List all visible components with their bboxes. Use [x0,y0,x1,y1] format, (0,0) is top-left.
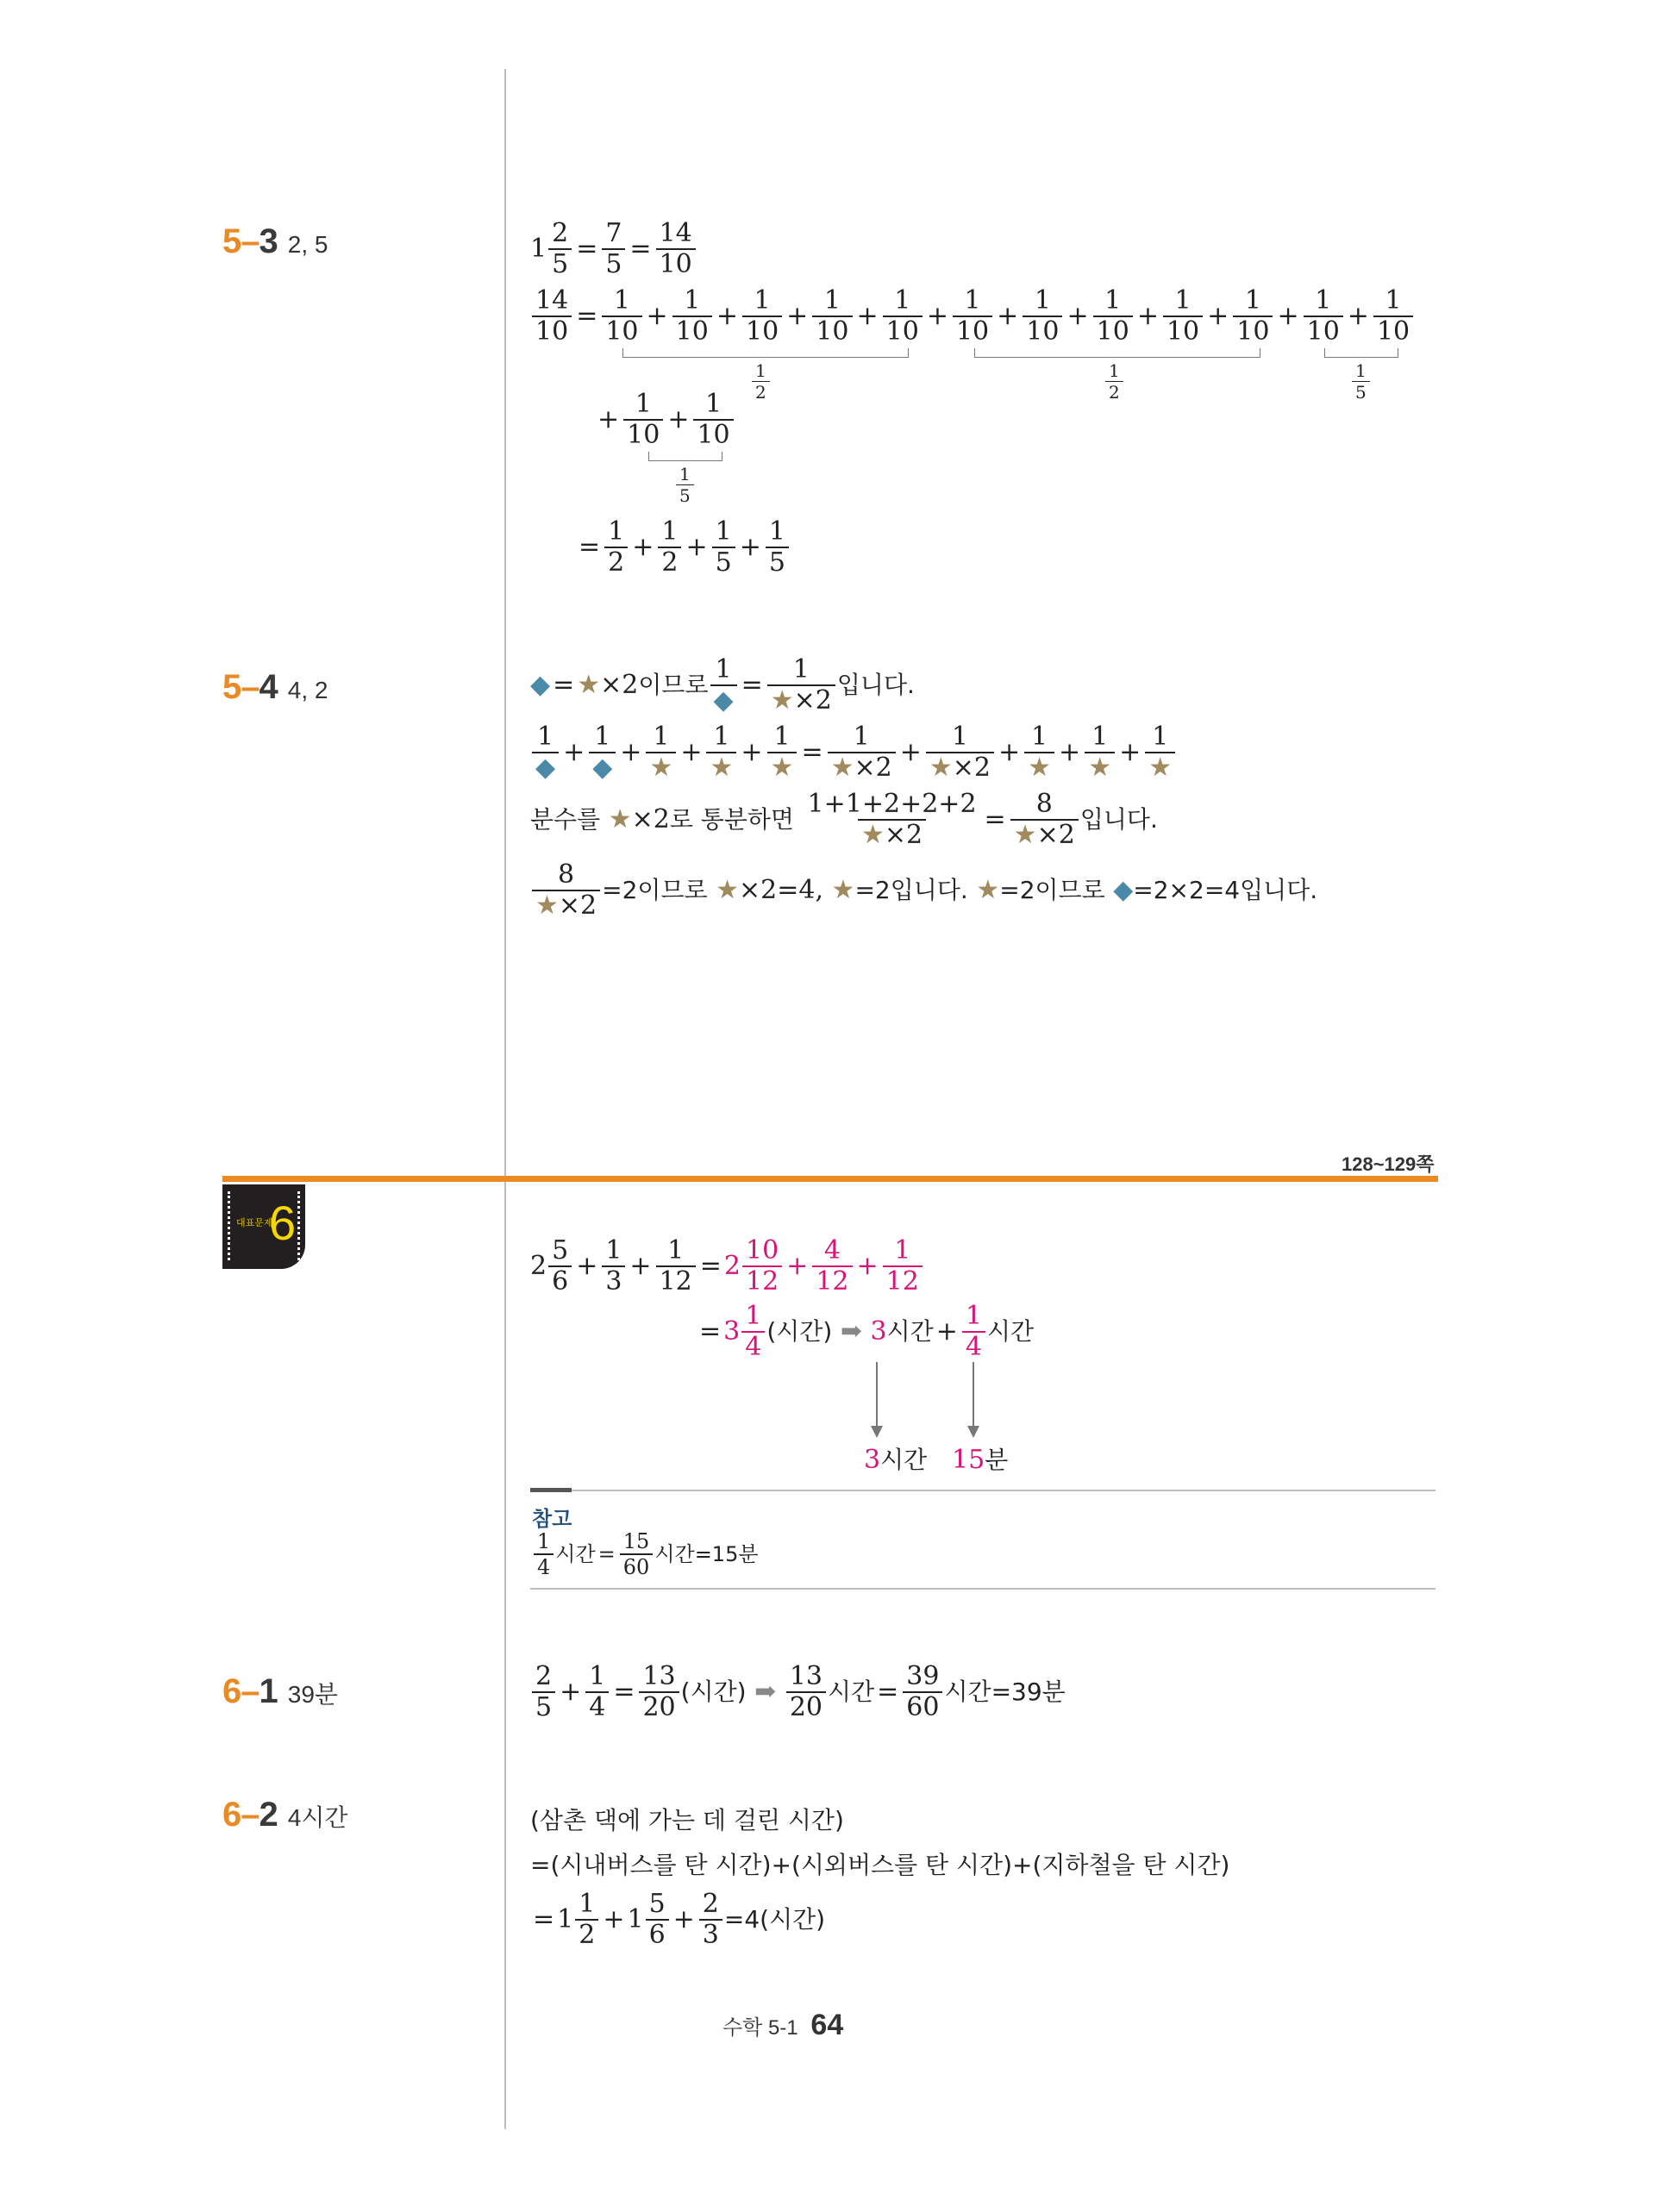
solution-6-2-line3: = 1 $\frac{1}{2}$ + 1 $\frac{5}{6}$ + $\frac{2}{3}$ =4(시간) [533,1889,826,1950]
down-arrow-icon [871,1426,883,1438]
down-arrow-icon [967,1426,979,1438]
result-hours: 3시간 [864,1445,928,1475]
solution-6-line1: 2 $\frac{5}{6}$ + $\frac{1}{3}$ + $\frac{1}{12}$ = 2 $\frac{10}{12}$ + $\frac{4}{12}$ + $\frac{1}{12}$ [530,1238,924,1295]
page-number: 64 [810,2009,844,2041]
solution-5-4-line1: ◆ = ★ ×2 이므로 $\frac{1}{◆}$ = $\frac{1}{★\times 2}$ 입니다. [530,654,915,715]
solution-5-4-line4: $\frac{8}{★\times 2}$ =2이므로 ★ ×2=4, ★ =2입니다. ★ =2이므로 ◆ =2×2=4입니다. [530,862,1317,919]
group-label: $\frac{1}{2}$ [750,362,772,401]
problem-6-1-label: 6–1 39분 [222,1672,338,1710]
star-icon: ★ [1028,753,1052,783]
group-brace [1324,348,1398,358]
section-rule [222,1176,1438,1182]
group-label: $\frac{1}{5}$ [674,466,696,504]
diamond-icon: ◆ [592,753,613,783]
page-footer [722,2009,843,2042]
note-tab [530,1488,572,1492]
problem-5-4-label: 5–4 4, 2 [222,668,328,706]
star-icon: ★ [929,753,953,783]
down-arrow-icon [876,1362,878,1428]
diamond-icon: ◆ [713,685,734,715]
star-icon: ★ [1148,753,1173,783]
star-icon: ★ [1013,820,1037,850]
group-brace [974,348,1260,358]
diamond-icon: ◆ [1113,875,1134,905]
star-icon: ★ [710,753,734,783]
book-title: 수학 5-1 [722,2016,798,2040]
diamond-icon: ◆ [535,753,556,783]
problem-5-3-label: 5–3 2, 5 [222,222,328,260]
problem-6-2-answer: 4시간 [287,1804,348,1831]
note-title: 참고 [532,1508,572,1531]
group-brace [622,348,909,358]
solution-6-2-line2: =(시내버스를 탄 시간)+(시외버스를 탄 시간)+(지하철을 탄 시간) [530,1851,1230,1879]
result-minutes: 15분 [952,1445,1009,1475]
badge-label: 대표문제 [236,1217,273,1228]
right-arrow-icon: ➡ [832,1316,871,1347]
solution-5-3-line1: 1 $\frac{2}{5}$ = $\frac{7}{5}$ = $\frac{14}{10}$ [530,221,697,278]
problem-6-2-label: 6–2 4시간 [222,1796,348,1834]
note-bottom-rule [530,1588,1435,1590]
star-icon: ★ [830,753,854,783]
group-label: $\frac{1}{2}$ [1104,362,1125,401]
solution-5-3-line4: = $\frac{1}{2}$ + $\frac{1}{2}$ + $\frac{1}{5}$ + $\frac{1}{5}$ [576,519,791,576]
problem-6-1-answer: 39분 [287,1681,338,1708]
problem-5-4-answer: 4, 2 [287,677,328,703]
star-icon: ★ [1088,753,1112,783]
column-divider [504,69,506,2129]
solution-5-3-line3: + $\frac{1}{10}$ + $\frac{1}{10}$ [595,391,735,448]
group-label: $\frac{1}{5}$ [1350,362,1372,401]
right-arrow-icon: ➡ [746,1677,785,1707]
star-icon: ★ [608,804,632,834]
diamond-icon: ◆ [530,670,551,700]
solution-5-3-line2: $\frac{14}{10}$ = $\frac{1}{10}$ + $\frac{1}{10}$ + $\frac{1}{10}$ + $\frac{1}{10}$ + $\frac{1}{10}$ + $\frac{1}{10}$ + $\frac{1}{10}$ + $\frac{1}{10}$ + $\frac{1}{10}$ + $\frac{1}{10}$ + $\frac{1}{10}$ + $\frac{1}{10}$ [530,288,1415,345]
star-icon: ★ [831,875,855,905]
badge-number: 6 [269,1196,297,1250]
solution-6-line2: = 3 $\frac{1}{4}$ (시간) ➡ 3 시간 + $\frac{1}{4}$ 시간 [699,1301,1035,1362]
star-icon: ★ [535,890,559,921]
solution-5-4-line2: $\frac{1}{◆}$ + $\frac{1}{◆}$ + $\frac{1}{★}$ + $\frac{1}{★}$ + $\frac{1}{★}$ = $\frac{1}{★\times 2}$ + $\frac{1}{★\times 2}$ + $\frac{1}{★}$ + $\frac{1}{★}$ + $\frac{1}{★}$ [530,724,1177,781]
solution-6-2-line1: (삼촌 댁에 가는 데 걸린 시간) [530,1806,844,1834]
star-icon: ★ [770,685,794,715]
star-icon: ★ [716,875,740,905]
solution-6-1: $\frac{2}{5}$ + $\frac{1}{4}$ = $\frac{13}{20}$ (시간) ➡ $\frac{13}{20}$ 시간 = $\frac{39}{60}$ 시간 =39분 [530,1664,1066,1721]
section-badge [222,1184,305,1269]
star-icon: ★ [770,753,794,783]
page-reference: 128~129쪽 [1342,1153,1435,1175]
problem-5-3-answer: 2, 5 [287,231,328,258]
star-icon: ★ [860,820,885,850]
note-equation: $\frac{1}{4}$ 시간 = $\frac{15}{60}$ 시간 =15분 [532,1531,759,1578]
note-top-rule [530,1490,1435,1491]
star-icon: ★ [976,875,1000,905]
star-icon: ★ [649,753,673,783]
solution-5-4-line3: 분수를 ★ ×2 로 통분하면 $\frac{1+1+2+2+2}{★\times 2}$ = $\frac{8}{★\times 2}$ 입니다. [530,789,1158,850]
down-arrow-icon [973,1362,974,1428]
star-icon: ★ [577,670,601,700]
group-brace [648,452,722,461]
